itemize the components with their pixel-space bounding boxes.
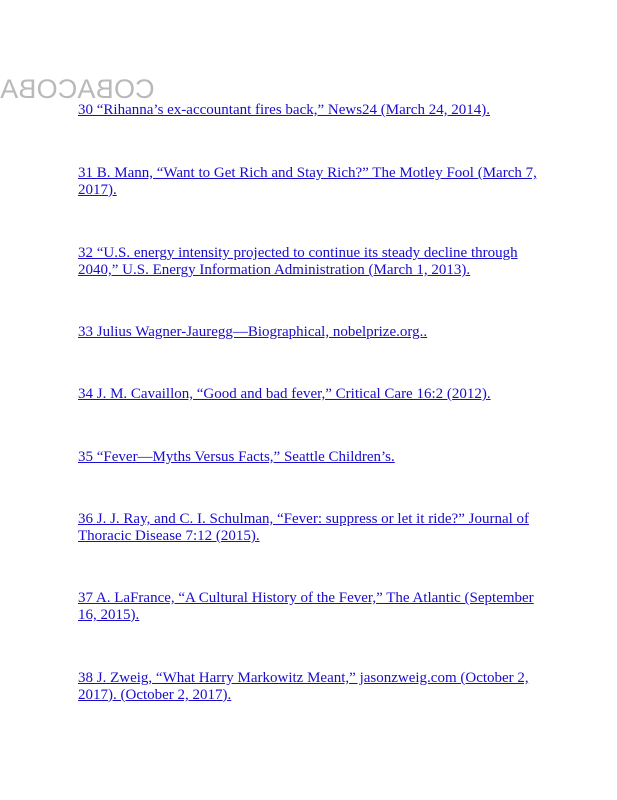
endnote-36 (78, 511, 543, 545)
endnote-38 (78, 670, 543, 704)
endnote-link[interactable]: 37 A. LaFrance, “A Cultural History of the Fever,” The Atlantic (September 16, 2015). (78, 590, 534, 623)
endnote-link[interactable]: 33 Julius Wagner-Jauregg—Biographical, nobelprize.org.. (78, 324, 428, 340)
endnote-link[interactable]: 34 J. M. Cavaillon, “Good and bad fever,” Critical Care 16:2 (2012). (78, 386, 491, 402)
endnote-37 (78, 590, 543, 624)
endnote-35 (78, 449, 543, 466)
endnote-30 (78, 102, 543, 119)
endnote-34 (78, 386, 543, 403)
endnote-link[interactable]: 31 B. Mann, “Want to Get Rich and Stay Rich?” The Motley Fool (March 7, 2017). (78, 165, 537, 198)
endnote-link[interactable]: 30 “Rihanna’s ex-accountant fires back,” News24 (March 24, 2014). (78, 102, 490, 118)
endnote-link[interactable]: 32 “U.S. energy intensity projected to continue its steady decline through 2040,” U.S. Energy Information Administration (March 1, 2013). (78, 245, 518, 278)
endnote-32 (78, 245, 543, 279)
endnote-33 (78, 324, 543, 341)
endnote-link[interactable]: 38 J. Zweig, “What Harry Markowitz Meant,” jasonzweig.com (October 2, 2017). (October 2, 2017). (78, 670, 529, 703)
endnote-link[interactable]: 36 J. J. Ray, and C. I. Schulman, “Fever: suppress or let it ride?” Journal of Thoracic Disease 7:12 (2015). (78, 511, 530, 544)
endnote-link[interactable]: 35 “Fever—Myths Versus Facts,” Seattle Children’s. (78, 449, 395, 465)
endnote-31 (78, 165, 543, 199)
watermark: COBACOBA (0, 74, 155, 104)
